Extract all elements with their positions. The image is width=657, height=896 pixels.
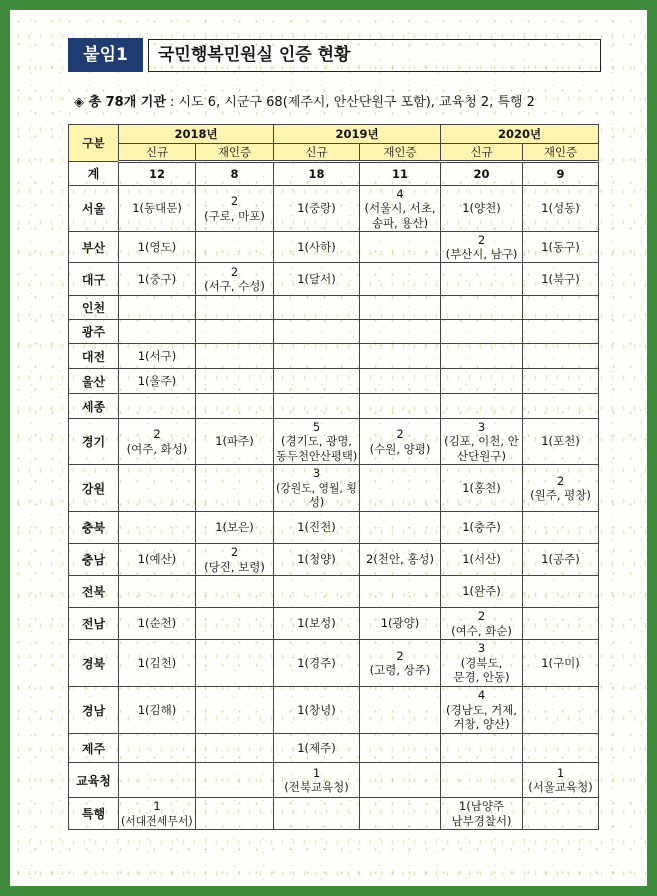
corner-header: 구분 [69, 125, 119, 162]
table-cell [360, 232, 441, 263]
table-cell [441, 687, 523, 734]
table-cell [360, 734, 441, 763]
cell-text: (서구, 수성) [204, 279, 265, 293]
table-cell [441, 394, 523, 419]
cell-text: 2 [230, 194, 239, 208]
table-cell [523, 344, 599, 369]
row-label: 충북 [69, 512, 119, 544]
table-cell [441, 419, 523, 465]
cell-text: (경북도, [460, 655, 503, 670]
table-cell [196, 162, 274, 186]
table-cell [274, 544, 360, 576]
table-cell [119, 608, 196, 640]
table-cell [274, 320, 360, 344]
cell-text: 1(성동) [541, 201, 580, 216]
table-row [69, 763, 599, 798]
table-cell [523, 162, 599, 186]
cell-text: 송파, 용산) [371, 215, 429, 230]
table-cell [360, 296, 441, 320]
table-cell [196, 576, 274, 608]
cell-text: 산단원구) [457, 448, 506, 463]
row-label: 경기 [69, 419, 119, 465]
cell-text: 성) [308, 495, 325, 510]
table-cell [274, 512, 360, 544]
cell-text: 12 [148, 166, 165, 181]
cell-text: 1(서산) [462, 552, 501, 567]
table-cell [274, 369, 360, 394]
cell-text: (수원, 양평) [369, 441, 431, 456]
cell-text: 2 [477, 232, 486, 247]
cell-text: 1(양천) [462, 201, 501, 216]
row-label: 부산 [69, 232, 119, 263]
table-cell [523, 232, 599, 263]
year-header-2020: 2020년 [441, 125, 599, 144]
cell-text: 1(동구) [541, 239, 580, 254]
table-row [69, 544, 599, 576]
table-cell [274, 394, 360, 419]
table-cell [360, 687, 441, 734]
table-cell [523, 186, 599, 232]
row-label: 전북 [69, 576, 119, 608]
table-cell [441, 263, 523, 296]
table-cell [196, 344, 274, 369]
table-row [69, 232, 599, 263]
subheader-recert-2019: 재인증 [360, 144, 441, 162]
table-cell [523, 296, 599, 320]
row-label: 서울 [69, 186, 119, 232]
cell-text: 1 [312, 765, 321, 780]
table-cell [523, 763, 599, 798]
cell-text: 2 [230, 264, 239, 279]
table-row [69, 640, 599, 687]
table-cell [196, 232, 274, 263]
cell-text: (여주, 화성) [126, 441, 188, 456]
table-cell [274, 687, 360, 734]
table-cell [274, 734, 360, 763]
summary-line [74, 94, 535, 112]
cell-text: 20 [473, 166, 490, 181]
cell-text: 18 [308, 166, 325, 181]
cell-text: (부산시, 남구) [445, 247, 518, 261]
table-cell [360, 465, 441, 512]
table-cell [196, 465, 274, 512]
table-cell [441, 320, 523, 344]
table-cell [441, 763, 523, 798]
cell-text: 1(충주) [462, 520, 501, 535]
row-label: 세종 [69, 394, 119, 419]
cell-text: (전북교육청) [284, 780, 349, 794]
table-cell [523, 369, 599, 394]
table-cell [523, 512, 599, 544]
table-row [69, 186, 599, 232]
cell-text: 2 [477, 609, 486, 623]
cell-text: 1 [153, 799, 161, 813]
cell-text: 1(동대문) [132, 201, 182, 216]
total-row [69, 162, 599, 186]
row-label: 대전 [69, 344, 119, 369]
table-cell [441, 608, 523, 640]
table-cell [196, 512, 274, 544]
cell-text: (고령, 상주) [369, 663, 431, 677]
cell-text: 1(광양) [380, 616, 420, 631]
cell-text: 1(서구) [137, 348, 177, 363]
table-cell [196, 186, 274, 232]
table-cell [119, 465, 196, 512]
cell-text: 2(천안, 홍성) [365, 552, 435, 567]
row-label: 경남 [69, 687, 119, 734]
table-cell [119, 640, 196, 687]
table-cell [119, 296, 196, 320]
subheader-recert-2018: 재인증 [196, 144, 274, 162]
attachment-badge: 붙임1 [68, 38, 143, 72]
table-cell [441, 465, 523, 512]
table-cell [119, 162, 196, 186]
cell-text: (강원도, 영월, 횡 [276, 480, 357, 495]
table-cell [360, 763, 441, 798]
table-cell [196, 369, 274, 394]
cell-text: 2 [153, 427, 161, 441]
cell-text: (당진, 보령) [204, 559, 265, 574]
table-cell [523, 320, 599, 344]
cell-text: (서대전세무서) [121, 813, 193, 828]
table-cell [196, 687, 274, 734]
cell-text: (경기도, 광명, [281, 434, 352, 449]
row-label: 충남 [69, 544, 119, 576]
table-cell [119, 344, 196, 369]
row-label: 특행 [69, 798, 119, 830]
table-cell [360, 640, 441, 687]
table-cell [119, 798, 196, 830]
cell-text: (원주, 평창) [530, 488, 591, 502]
cell-text: 5 [312, 419, 321, 434]
table-row [69, 320, 599, 344]
cell-text: 11 [391, 166, 408, 181]
table-cell [119, 186, 196, 232]
cell-text: 문경, 안동) [453, 670, 510, 685]
cell-text: 1(북구) [541, 271, 580, 286]
table-cell [441, 576, 523, 608]
table-cell [274, 162, 360, 186]
subheader-new-2018: 신규 [119, 144, 196, 162]
cell-text: 1(구미) [541, 655, 580, 670]
table-row [69, 734, 599, 763]
table-row [69, 608, 599, 640]
table-cell [523, 608, 599, 640]
table-cell [119, 320, 196, 344]
cell-text: 1(보성) [297, 616, 336, 631]
table-row [69, 419, 599, 465]
table-cell [119, 369, 196, 394]
subheader-row [69, 144, 599, 162]
cell-text: 1(달서) [297, 271, 336, 286]
table-cell [274, 798, 360, 830]
cell-text: 8 [230, 166, 239, 181]
table-cell [196, 798, 274, 830]
table-row [69, 798, 599, 830]
cell-text: (구로, 마포) [204, 208, 265, 223]
table-cell [274, 296, 360, 320]
table-cell [360, 608, 441, 640]
table-cell [523, 687, 599, 734]
cell-text: 1(포천) [541, 434, 580, 449]
cell-text: 3 [312, 466, 321, 481]
cell-text: (김포, 이천, 안 [444, 434, 519, 449]
table-cell [523, 419, 599, 465]
table-cell [441, 162, 523, 186]
row-label: 대구 [69, 263, 119, 296]
table-cell [523, 263, 599, 296]
summary-detail: : 시도 6, 시군구 68(제주시, 안산단원구 포함), 교육청 2, 특행 2 [170, 95, 535, 110]
table-cell [441, 296, 523, 320]
cell-text: 1(사하) [297, 239, 336, 254]
cell-text: 남부경찰서) [451, 813, 512, 828]
table-cell [119, 763, 196, 798]
cell-text: 1(보은) [215, 520, 254, 535]
table-row [69, 263, 599, 296]
cell-text: 1(울주) [137, 373, 177, 388]
row-label: 전남 [69, 608, 119, 640]
cell-text: 1(홍천) [462, 480, 501, 495]
table-cell [360, 544, 441, 576]
table-cell [523, 394, 599, 419]
table-cell [523, 734, 599, 763]
table-cell [360, 186, 441, 232]
table-cell [196, 419, 274, 465]
table-cell [274, 232, 360, 263]
table-cell [119, 576, 196, 608]
table-cell [441, 369, 523, 394]
row-label: 계 [69, 162, 119, 186]
cell-text: (여수, 화순) [451, 623, 512, 638]
cell-text: (서울교육청) [528, 780, 593, 794]
cell-text: 1(파주) [215, 434, 254, 449]
cell-text: 1(영도) [137, 239, 177, 254]
table-cell [441, 186, 523, 232]
cell-text: 1(진천) [297, 520, 336, 535]
table-cell [360, 576, 441, 608]
cell-text: 1 [556, 765, 565, 780]
table-cell [360, 512, 441, 544]
cell-text: 1(중랑) [297, 201, 336, 216]
table-cell [196, 734, 274, 763]
table-cell [523, 576, 599, 608]
cell-text: 거창, 양산) [453, 717, 510, 732]
table-cell [360, 162, 441, 186]
table-row [69, 344, 599, 369]
cell-text: 1(김해) [137, 702, 177, 717]
table-cell [441, 544, 523, 576]
certification-table [68, 124, 599, 830]
subheader-recert-2020: 재인증 [523, 144, 599, 162]
table-cell [360, 320, 441, 344]
cell-text: (경남도, 거제, [446, 702, 517, 717]
table-cell [274, 640, 360, 687]
table-cell [360, 263, 441, 296]
table-row [69, 512, 599, 544]
year-header-row [69, 125, 599, 144]
page-title: 국민행복민원실 인증 현황 [148, 39, 601, 72]
table-cell [119, 687, 196, 734]
cell-text: 1(예산) [137, 552, 177, 567]
table-cell [119, 544, 196, 576]
table-cell [196, 763, 274, 798]
cell-text: 1(완주) [462, 584, 501, 599]
cell-text: 2 [556, 473, 565, 488]
subheader-new-2019: 신규 [274, 144, 360, 162]
cell-text: 1(청양) [297, 552, 336, 567]
cell-text: 2 [396, 648, 404, 663]
table-cell [441, 344, 523, 369]
table-row [69, 296, 599, 320]
table-cell [441, 798, 523, 830]
table-cell [441, 734, 523, 763]
table-cell [196, 263, 274, 296]
table-cell [274, 186, 360, 232]
table-row [69, 394, 599, 419]
table-cell [196, 640, 274, 687]
table-row [69, 687, 599, 734]
cell-text: 3 [477, 641, 486, 656]
table-cell [523, 640, 599, 687]
table-cell [119, 419, 196, 465]
table-cell [274, 419, 360, 465]
table-cell [196, 296, 274, 320]
table-cell [274, 576, 360, 608]
table-cell [119, 263, 196, 296]
table-cell [441, 232, 523, 263]
row-label: 울산 [69, 369, 119, 394]
table-cell [119, 232, 196, 263]
table-row [69, 369, 599, 394]
cell-text: 2 [230, 545, 239, 559]
cell-text: 1(공주) [541, 552, 580, 567]
table-cell [196, 544, 274, 576]
table-cell [441, 640, 523, 687]
cell-text: 4 [477, 688, 486, 703]
cell-text: (서울시, 서초, [364, 201, 436, 216]
row-label: 경북 [69, 640, 119, 687]
cell-text: 1(경주) [297, 655, 336, 670]
row-label: 교육청 [69, 763, 119, 798]
table-cell [274, 608, 360, 640]
table-cell [274, 344, 360, 369]
table-cell [119, 394, 196, 419]
year-header-2019: 2019년 [274, 125, 441, 144]
row-label: 광주 [69, 320, 119, 344]
cell-text: 2 [396, 427, 404, 441]
table-cell [523, 544, 599, 576]
cell-text: 1(김천) [137, 655, 177, 670]
table-cell [196, 320, 274, 344]
cell-text: 1(창녕) [297, 702, 336, 717]
table-body [69, 162, 599, 830]
table-cell [360, 344, 441, 369]
cell-text: 1(남양주 [458, 799, 505, 813]
table-cell [360, 798, 441, 830]
row-label: 제주 [69, 734, 119, 763]
table-cell [274, 263, 360, 296]
cell-text: 동두천안산평택) [276, 448, 358, 463]
summary-lead: ◈ 총 78개 기관 [74, 95, 166, 110]
row-label: 인천 [69, 296, 119, 320]
table-cell [196, 394, 274, 419]
table-cell [523, 798, 599, 830]
table-row [69, 576, 599, 608]
subheader-new-2020: 신규 [441, 144, 523, 162]
table-cell [119, 512, 196, 544]
table-cell [360, 369, 441, 394]
cell-text: 1(중구) [137, 271, 177, 286]
table-cell [360, 394, 441, 419]
table-cell [360, 419, 441, 465]
row-label: 강원 [69, 465, 119, 512]
cell-text: 1(순천) [137, 616, 177, 631]
cell-text: 9 [556, 166, 565, 181]
table-cell [274, 465, 360, 512]
year-header-2018: 2018년 [119, 125, 274, 144]
table-cell [441, 512, 523, 544]
table-cell [523, 465, 599, 512]
cell-text: 1(제주) [297, 740, 336, 755]
table-row [69, 465, 599, 512]
table-cell [119, 734, 196, 763]
cell-text: 3 [477, 419, 486, 434]
table-cell [274, 763, 360, 798]
cell-text: 4 [396, 186, 404, 201]
table-cell [196, 608, 274, 640]
